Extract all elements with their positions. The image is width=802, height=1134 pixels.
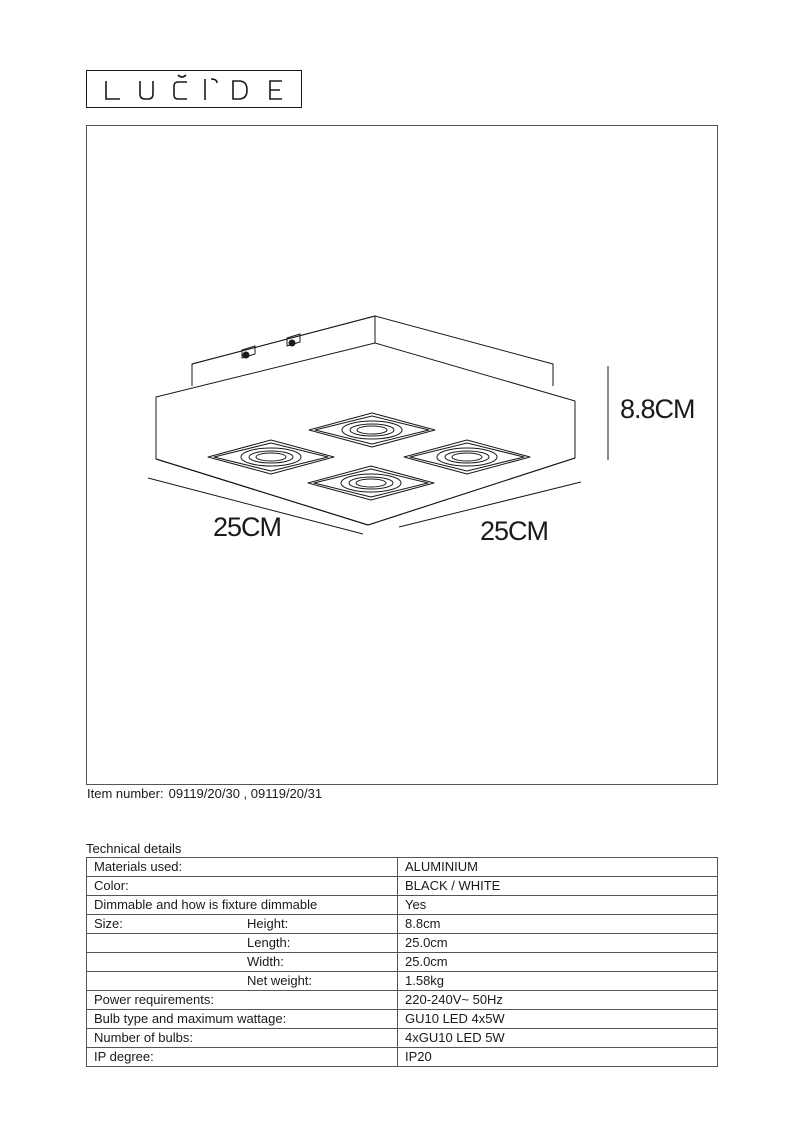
spec-row <box>87 953 718 972</box>
spec-row <box>87 991 718 1010</box>
technical-details-title: Technical details <box>86 841 182 856</box>
spec-value: GU10 LED 4x5W <box>398 1010 718 1029</box>
spec-row <box>87 1048 718 1067</box>
spec-sublabel: Width: <box>247 954 284 969</box>
spot-right <box>404 440 530 474</box>
spec-value: 8.8cm <box>398 915 718 934</box>
spot-top <box>309 413 435 447</box>
item-number-value: 09119/20/30 , 09119/20/31 <box>168 786 323 801</box>
spec-label-cell <box>87 915 398 934</box>
spec-value: 25.0cm <box>398 934 718 953</box>
item-number-label: Item number: <box>87 786 164 801</box>
spec-label: Size: <box>94 916 123 931</box>
height-dimension-label: 8.8CM <box>620 394 695 424</box>
spec-row <box>87 934 718 953</box>
technical-details-table <box>86 857 718 1067</box>
spot-bottom <box>308 466 434 500</box>
spec-value: Yes <box>398 896 718 915</box>
spec-label-cell <box>87 1048 398 1067</box>
spec-label-cell <box>87 877 398 896</box>
spec-label-cell <box>87 972 398 991</box>
drawing-frame <box>86 125 718 785</box>
spec-label: Bulb type and maximum wattage: <box>94 1011 287 1026</box>
brand-logo <box>86 70 302 108</box>
spec-label-cell <box>87 1010 398 1029</box>
length-dimension-label: 25CM <box>213 512 282 542</box>
spec-label-cell <box>87 1029 398 1048</box>
spec-label: Materials used: <box>94 859 183 874</box>
spec-label: Color: <box>94 878 129 893</box>
spec-row <box>87 972 718 991</box>
spec-sublabel: Height: <box>247 916 289 931</box>
spec-value: 1.58kg <box>398 972 718 991</box>
mounting-plate <box>192 316 553 386</box>
spec-label: Dimmable and how is fixture dimmable <box>94 897 318 912</box>
spec-value: ALUMINIUM <box>398 858 718 877</box>
spec-label-cell <box>87 896 398 915</box>
spec-label-cell <box>87 934 398 953</box>
spec-row <box>87 915 718 934</box>
spec-row <box>87 1029 718 1048</box>
spec-value: 220-240V~ 50Hz <box>398 991 718 1010</box>
spec-label-cell <box>87 858 398 877</box>
width-dimension-label: 25CM <box>480 516 549 546</box>
spec-label: Power requirements: <box>94 992 214 1007</box>
spec-row <box>87 896 718 915</box>
spec-label-cell <box>87 953 398 972</box>
spec-sublabel: Net weight: <box>247 973 313 988</box>
spec-sublabel: Length: <box>247 935 291 950</box>
spec-row <box>87 877 718 896</box>
spot-left <box>208 440 334 474</box>
spec-label: Number of bulbs: <box>94 1030 193 1045</box>
spec-value: 25.0cm <box>398 953 718 972</box>
spec-label-cell <box>87 991 398 1010</box>
spec-value: 4xGU10 LED 5W <box>398 1029 718 1048</box>
lucide-logo-mark <box>87 71 303 109</box>
spec-row <box>87 858 718 877</box>
spec-row <box>87 1010 718 1029</box>
fixture-drawing <box>87 126 719 786</box>
spec-value: IP20 <box>398 1048 718 1067</box>
spec-value: BLACK / WHITE <box>398 877 718 896</box>
item-number <box>87 786 322 801</box>
spec-label: IP degree: <box>94 1049 154 1064</box>
